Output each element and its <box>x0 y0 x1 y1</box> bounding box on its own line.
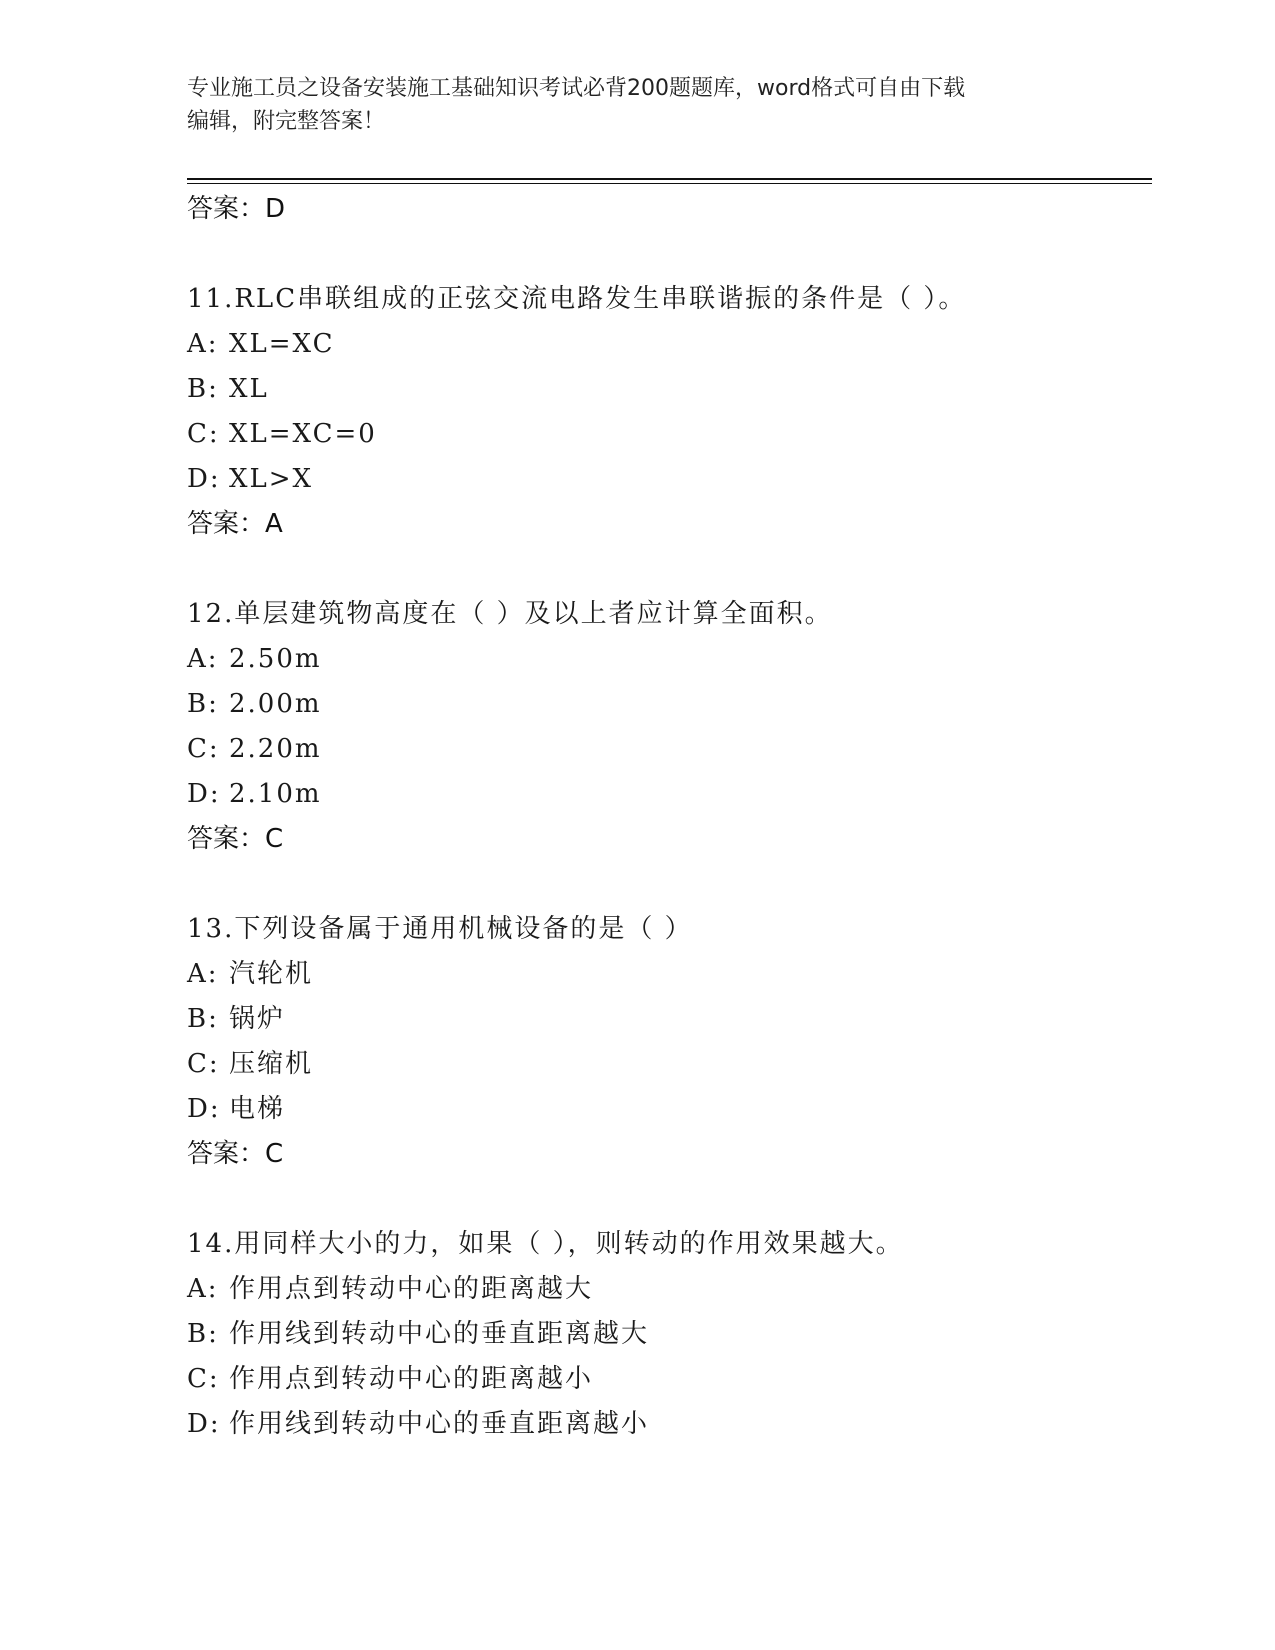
option-key: B: <box>187 374 219 404</box>
option-key: C: <box>187 734 220 764</box>
option-a <box>187 1272 593 1306</box>
option-text: 压缩机 <box>229 1049 314 1079</box>
option-text: XL>X <box>229 464 314 494</box>
option-key: B: <box>187 1004 219 1034</box>
answer-line: 答案：D <box>187 194 286 224</box>
option-d <box>187 462 313 496</box>
option-text: 作用点到转动中心的距离越小 <box>229 1364 594 1394</box>
answer-line: 答案：C <box>187 1139 284 1169</box>
option-text: 汽轮机 <box>229 959 314 989</box>
option-text: 2.10m <box>229 779 322 809</box>
document-header <box>187 72 1087 138</box>
option-text: XL=XC=0 <box>229 419 377 449</box>
answer-line: 答案：C <box>187 824 284 854</box>
question-11: 11.RLC串联组成的正弦交流电路发生串联谐振的条件是（ ）。 <box>187 284 967 314</box>
option-text: 作用线到转动中心的垂直距离越小 <box>229 1409 650 1439</box>
option-text: 2.00m <box>229 689 322 719</box>
question-12: 12.单层建筑物高度在（ ）及以上者应计算全面积。 <box>187 599 833 629</box>
option-text: 作用线到转动中心的垂直距离越大 <box>229 1319 650 1349</box>
option-text: XL=XC <box>229 329 335 359</box>
option-b <box>187 372 269 406</box>
option-a <box>187 327 335 361</box>
option-key: A: <box>187 1274 219 1304</box>
option-key: C: <box>187 419 220 449</box>
header-title-line-1: 专业施工员之设备安装施工基础知识考试必背200题题库，word格式可自由下载 <box>187 76 966 101</box>
option-key: A: <box>187 644 219 674</box>
option-key: C: <box>187 1049 220 1079</box>
option-key: D: <box>187 1409 221 1439</box>
option-key: A: <box>187 329 219 359</box>
option-key: B: <box>187 689 219 719</box>
option-key: C: <box>187 1364 220 1394</box>
option-b <box>187 687 322 721</box>
option-text: 锅炉 <box>229 1004 286 1034</box>
option-text: XL <box>229 374 269 404</box>
option-b <box>187 1317 649 1351</box>
option-a <box>187 642 322 676</box>
option-key: D: <box>187 779 221 809</box>
option-c <box>187 1047 313 1081</box>
answer-line: 答案：A <box>187 509 283 539</box>
option-a <box>187 957 313 991</box>
option-d <box>187 1407 649 1441</box>
header-divider <box>187 178 1152 184</box>
header-title-line-2: 编辑，附完整答案！ <box>187 109 386 134</box>
option-b <box>187 1002 285 1036</box>
option-key: B: <box>187 1319 219 1349</box>
option-c <box>187 417 377 451</box>
option-text: 作用点到转动中心的距离越大 <box>229 1274 594 1304</box>
question-13: 13.下列设备属于通用机械设备的是（ ） <box>187 914 693 944</box>
option-text: 2.50m <box>229 644 322 674</box>
question-14: 14.用同样大小的力，如果（ ），则转动的作用效果越大。 <box>187 1229 904 1259</box>
option-d <box>187 1092 285 1126</box>
option-c <box>187 732 322 766</box>
option-d <box>187 777 322 811</box>
option-key: D: <box>187 1094 221 1124</box>
option-key: A: <box>187 959 219 989</box>
option-text: 2.20m <box>229 734 322 764</box>
option-c <box>187 1362 593 1396</box>
option-key: D: <box>187 464 221 494</box>
option-text: 电梯 <box>229 1094 286 1124</box>
